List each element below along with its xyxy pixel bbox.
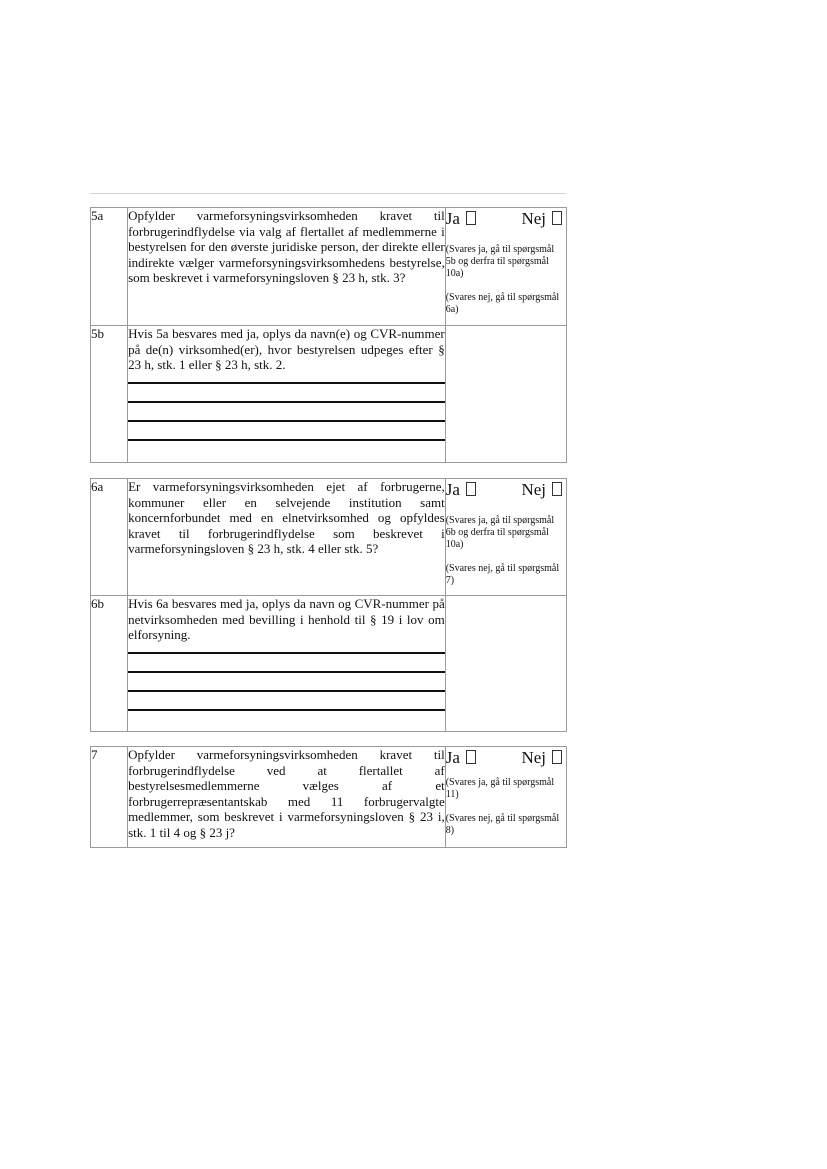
question-table-6 xyxy=(90,478,567,732)
question-number: 6b xyxy=(91,596,128,732)
no-option[interactable] xyxy=(521,208,562,229)
instruction-yes: (Svares ja, gå til spørgsmål 11) xyxy=(445,777,555,800)
answer-line[interactable] xyxy=(128,401,445,403)
yes-no-choice xyxy=(446,479,566,501)
question-table-7 xyxy=(90,746,567,848)
question-table-5 xyxy=(90,207,567,463)
yes-checkbox[interactable] xyxy=(466,482,476,496)
question-cell xyxy=(128,326,446,463)
no-checkbox[interactable] xyxy=(552,750,562,764)
question-text: Er varmeforsyningsvirksomheden ejet af forbrugerne, kommuner eller en selvejende institution samt koncernforbundet med en elnetvirksomhed og opfyldes kravet til forbrugerindflydelse som beskrevet i varmeforsyningsloven § 23 h, stk. 4 eller stk. 5? xyxy=(128,479,445,556)
yes-no-choice xyxy=(446,208,566,230)
no-label: Nej xyxy=(521,480,546,499)
no-label: Nej xyxy=(521,748,546,767)
yes-option[interactable] xyxy=(446,208,476,229)
answer-line[interactable] xyxy=(128,709,445,711)
answer-line[interactable] xyxy=(128,690,445,692)
question-number: 5a xyxy=(91,208,128,326)
question-text: Hvis 5a besvares med ja, oplys da navn(e) og CVR-nummer på de(n) virksomhed(er), hvor bestyrelsen udpeges efter § 23 h, stk. 1 eller § 23 h, stk. 2. xyxy=(128,326,445,372)
answer-cell xyxy=(445,596,566,732)
answer-cell xyxy=(445,747,566,848)
instruction-no: (Svares nej, gå til spørgsmål 6a) xyxy=(445,292,560,315)
question-number: 7 xyxy=(91,747,128,848)
answer-line[interactable] xyxy=(128,671,445,673)
answer-cell xyxy=(445,479,566,596)
answer-line[interactable] xyxy=(128,652,445,654)
no-option[interactable] xyxy=(521,747,562,768)
answer-line[interactable] xyxy=(128,439,445,441)
row-7 xyxy=(91,747,567,848)
answer-lines[interactable] xyxy=(128,382,445,441)
answer-line[interactable] xyxy=(128,420,445,422)
question-cell xyxy=(128,479,446,596)
question-number: 5b xyxy=(91,326,128,463)
yes-label: Ja xyxy=(445,209,460,228)
no-checkbox[interactable] xyxy=(552,482,562,496)
no-label: Nej xyxy=(521,209,546,228)
yes-option[interactable] xyxy=(446,747,476,768)
row-6b xyxy=(91,596,567,732)
yes-checkbox[interactable] xyxy=(466,211,476,225)
question-cell xyxy=(128,596,446,732)
question-text: Hvis 6a besvares med ja, oplys da navn og CVR-nummer på netvirksomheden med bevilling i henhold til § 19 i lov om elforsyning. xyxy=(128,596,445,642)
question-cell xyxy=(128,208,446,326)
yes-option[interactable] xyxy=(446,479,476,500)
instruction-yes: (Svares ja, gå til spørgsmål 5b og derfra til spørgsmål 10a) xyxy=(445,244,555,279)
no-option[interactable] xyxy=(521,479,562,500)
yes-checkbox[interactable] xyxy=(466,750,476,764)
row-5b xyxy=(91,326,567,463)
question-number: 6a xyxy=(91,479,128,596)
instruction-no: (Svares nej, gå til spørgsmål 8) xyxy=(445,813,560,836)
question-text: Opfylder varmeforsyningsvirksomheden kravet til forbrugerindflydelse ved at flertallet af bestyrelsesmedlemmerne vælges af et forbrugerrepræsentantskab med 11 forbrugervalgte medlemmer, som beskrevet i varmeforsyningsloven § 23 i, stk. 1 til 4 og § 23 j? xyxy=(128,747,445,840)
yes-label: Ja xyxy=(445,480,460,499)
row-5a xyxy=(91,208,567,326)
yes-label: Ja xyxy=(445,748,460,767)
instruction-yes: (Svares ja, gå til spørgsmål 6b og derfra til spørgsmål 10a) xyxy=(445,515,555,550)
answer-cell xyxy=(445,208,566,326)
answer-cell xyxy=(445,326,566,463)
row-6a xyxy=(91,479,567,596)
top-rule xyxy=(90,193,566,194)
yes-no-choice xyxy=(446,747,566,769)
answer-line[interactable] xyxy=(128,382,445,384)
instruction-no: (Svares nej, gå til spørgsmål 7) xyxy=(445,563,560,586)
answer-lines[interactable] xyxy=(128,652,445,711)
no-checkbox[interactable] xyxy=(552,211,562,225)
question-text: Opfylder varmeforsyningsvirksomheden kravet til forbrugerindflydelse via valg af flertallet af medlemmerne i bestyrelsen for den øverste juridiske person, der direkte eller indirekte vælger varmeforsyningsvirksomhedens bestyrelse, som beskrevet i varmeforsyningsloven § 23 h, stk. 3? xyxy=(128,208,445,285)
question-cell xyxy=(128,747,446,848)
